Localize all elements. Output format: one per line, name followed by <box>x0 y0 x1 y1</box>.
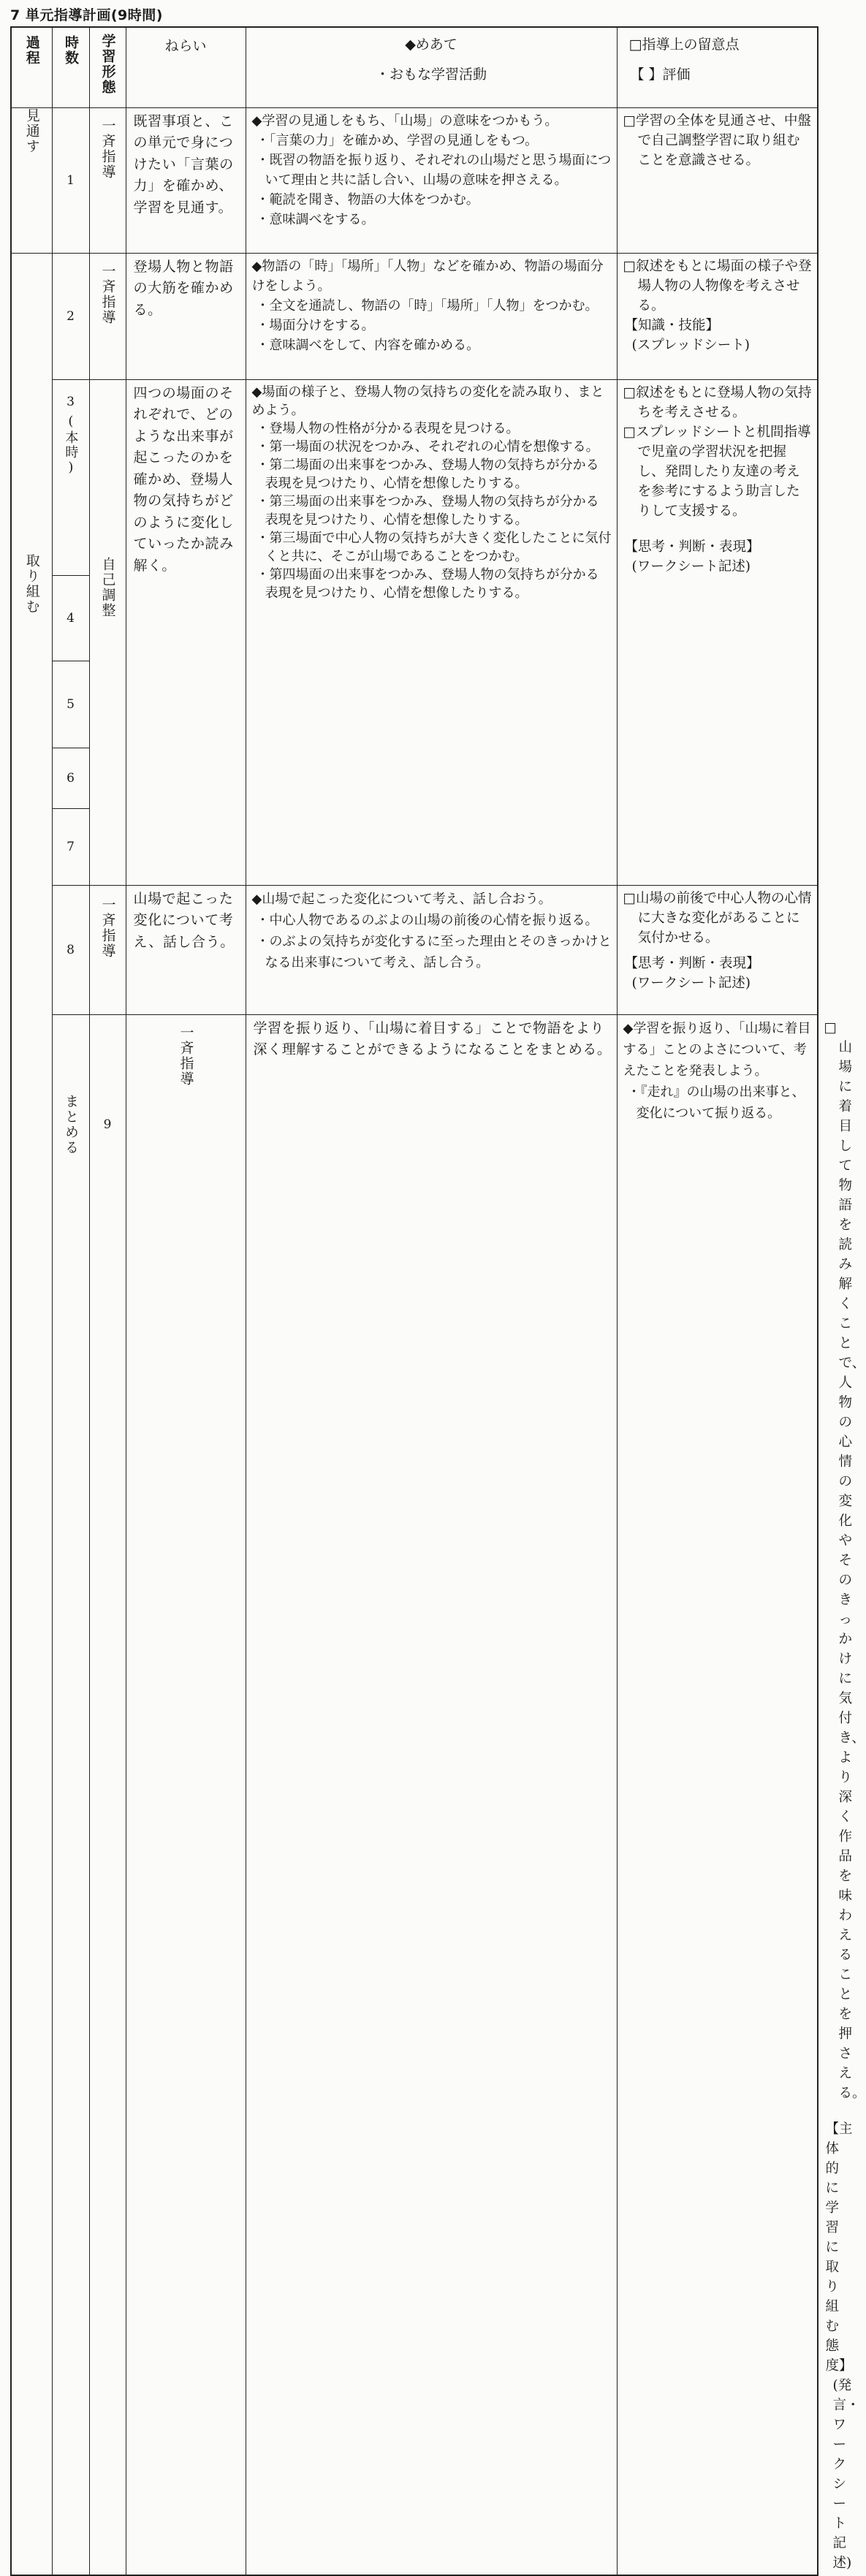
aim-cell: 学習を振り返り、「山場に着目する」ことで物語をより深く理解することができるようになることをまとめる。 <box>246 1014 617 2575</box>
note-point: □学習の全体を見通させ、中盤で自己調整学習に取り組むことを意識させる。 <box>623 113 811 168</box>
header-row <box>11 27 818 107</box>
unit-plan-table <box>10 26 866 2576</box>
activity-item: ・中心人物であるのぶよの山場の前後の心情を振り返る。 <box>256 912 599 928</box>
row-session-8 <box>11 885 818 1014</box>
note-point: □山場の前後で中心人物の心情に大きな変化があることに気付かせる。 <box>623 890 812 946</box>
note-point: □叙述をもとに場面の様子や登場人物の人物像を考えさせる。 <box>623 258 812 314</box>
activity-item: ・『走れ』の山場の出来事と、変化について振り返る。 <box>627 1084 805 1121</box>
activity-item: ・登場人物の性格が分かる表現を見つける。 <box>256 420 520 436</box>
activity-item: ・範読を聞き、物語の大体をつかむ。 <box>256 191 479 208</box>
activities-cell <box>246 253 617 379</box>
eval-label: 【思考・判断・表現】 <box>624 955 760 971</box>
activities-cell <box>246 885 617 1014</box>
note-point: □スプレッドシートと机間指導で児童の学習状況を把握し、発問したり友達の考えを参考にするよう助言したりして支援する。 <box>623 424 811 519</box>
notes-cell <box>617 253 818 379</box>
hour-cell: 5 <box>52 661 89 748</box>
goal: ◆学習を振り返り、「山場に着目する」ことのよさについて、考えたことを発表しよう。 <box>623 1020 811 1079</box>
hour-cell: 3 (本時) <box>52 379 89 575</box>
notes-cell <box>617 379 818 885</box>
plan-title: 7 単元指導計画(9時間) <box>10 7 163 23</box>
notes-cell <box>617 107 818 253</box>
activity-item: ・第二場面の出来事をつかみ、登場人物の気持ちが分かる表現を見つけたり、心情を想像したりする。 <box>256 457 599 491</box>
row-session-9 <box>11 1014 818 2575</box>
activity-item: ・意味調べをする。 <box>256 211 375 227</box>
activity-item: ・場面分けをする。 <box>256 317 375 333</box>
hour-cell: 1 <box>52 107 89 253</box>
aim-cell: 既習事項と、この単元で身につけたい「言葉の力」を確かめ、学習を見通す。 <box>126 107 246 253</box>
hour-cell: 7 <box>52 808 89 885</box>
row-session-2 <box>11 253 818 379</box>
hour-cell: 9 <box>89 1014 126 2575</box>
header-goal: ◆めあて ・おもな学習活動 <box>246 27 617 107</box>
aim-cell: 登場人物と物語の大筋を確かめる。 <box>126 253 246 379</box>
hour-cell: 8 <box>52 885 89 1014</box>
aim-cell: 山場で起こった変化について考え、話し合う。 <box>126 885 246 1014</box>
aim-cell: 四つの場面のそれぞれで、どのような出来事が起こったのかを確かめ、登場人物の気持ちがどのように変化していったか読み解く。 <box>126 379 246 885</box>
hour-cell: 2 <box>52 253 89 379</box>
goal: ◆場面の様子と、登場人物の気持ちの変化を読み取り、まとめよう。 <box>251 384 604 418</box>
process-cell: 取り組む <box>11 253 52 2575</box>
form-cell: 自己調整 <box>89 379 126 885</box>
activity-item: ・のぶよの気持ちが変化するに至った理由とそのきっかけとなる出来事について考え、話し合う。 <box>256 933 612 970</box>
eval-label: 【知識・技能】 <box>624 317 720 333</box>
note-point: □叙述をもとに登場人物の気持ちを考えさせる。 <box>623 384 812 420</box>
activity-item: ・第一場面の状況をつかみ、それぞれの心情を想像する。 <box>256 438 599 455</box>
activity-item: ・第四場面の出来事をつかみ、登場人物の気持ちが分かる表現を見つけたり、心情を想像したりする。 <box>256 566 599 601</box>
hour-cell: 6 <box>52 748 89 808</box>
activity-item: ・第三場面の出来事をつかみ、登場人物の気持ちが分かる表現を見つけたり、心情を想像したりする。 <box>256 493 599 528</box>
form-cell: 一斉指導 <box>89 253 126 379</box>
goal: ◆物語の「時」「場所」「人物」などを確かめ、物語の場面分けをしよう。 <box>251 258 604 294</box>
activity-item: ・既習の物語を振り返り、それぞれの山場だと思う場面について理由と共に話し合い、山場の意味を押さえる。 <box>256 152 612 188</box>
header-aim: ねらい <box>126 27 246 107</box>
eval-method: (スプレッドシート) <box>631 337 751 353</box>
activity-item: ・意味調べをして、内容を確かめる。 <box>256 337 480 353</box>
notes-cell <box>617 885 818 1014</box>
goal: ◆学習の見通しをもち、「山場」の意味をつかもう。 <box>251 113 558 129</box>
row-session-3 <box>11 379 818 575</box>
activity-item: ・全文を通読し、物語の「時」「場所」「人物」をつかむ。 <box>256 297 599 314</box>
activities-cell <box>246 107 617 253</box>
activities-cell <box>246 379 617 885</box>
activities-cell <box>617 1014 818 2575</box>
header-hours: 時数 <box>52 27 89 107</box>
process-cell: まとめる <box>52 1014 89 2575</box>
form-cell: 一斉指導 <box>126 1014 246 2575</box>
header-form: 学習形態 <box>89 27 126 107</box>
header-process: 過程 <box>11 27 52 107</box>
goal: ◆山場で起こった変化について考え、話し合おう。 <box>251 891 552 907</box>
eval-label: 【思考・判断・表現】 <box>624 539 760 555</box>
eval-method: (発言・ワークシート記述) <box>832 2377 860 2571</box>
row-session-1 <box>11 107 818 253</box>
form-cell: 一斉指導 <box>89 107 126 253</box>
eval-label: 【主体的に学習に取り組む態度】 <box>825 2121 853 2374</box>
activity-item: ・第三場面で中心人物の気持ちが大きく変化したことに気付くと共に、そこが山場であることをつかむ。 <box>256 530 612 564</box>
activity-item: ・「言葉の力」を確かめ、学習の見通しをもつ。 <box>256 132 539 148</box>
header-notes: □指導上の留意点 【 】評価 <box>617 27 818 107</box>
process-cell: 見通す <box>11 107 52 253</box>
hour-cell: 4 <box>52 575 89 661</box>
eval-method: (ワークシート記述) <box>631 975 751 991</box>
eval-method: (ワークシート記述) <box>631 558 751 574</box>
note-point: □山場に着目して物語を読み解くことで、人物の心情の変化やそのきっかけに気付き、より深く作品を味わえることを押さえる。 <box>824 1019 866 2101</box>
form-cell: 一斉指導 <box>89 885 126 1014</box>
